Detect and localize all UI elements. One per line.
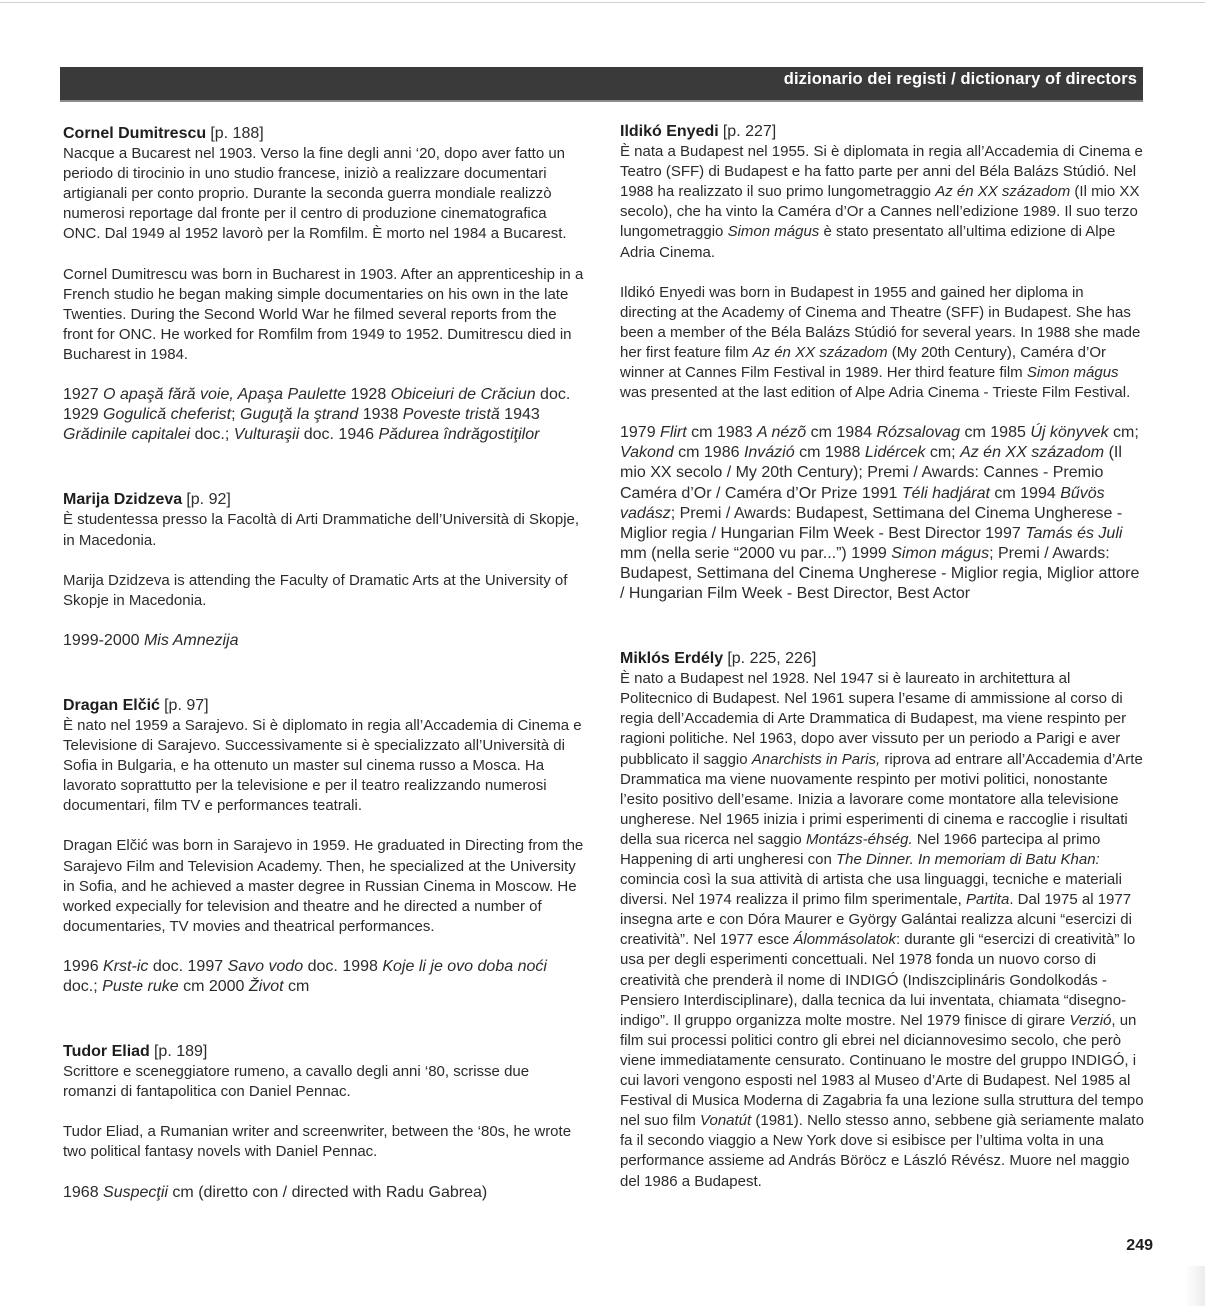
bio-english: Dragan Elčić was born in Sarajevo in 1959. He graduated in Directing from the Sarajevo Film and Television Academy. Then, he specialized at the University in Sofia, and he achieved a master degree in Russian Cinema in Moscow. He worked expecially for television and theatre and he directed a number of documentaries, TV movies and theatrical performances.: [63, 837, 584, 935]
page-reference: [p. 188]: [210, 125, 264, 142]
director-name: Marija Dzidzeva: [63, 491, 183, 509]
page-reference: [p. 227]: [722, 123, 777, 140]
page-corner-shadow: [1185, 1266, 1205, 1306]
page-top-rule: [0, 2, 1205, 3]
bio-english: Marija Dzidzeva is attending the Faculty of Dramatic Arts at the University of Skopje in Macedonia.: [63, 571, 568, 609]
director-name: Miklós Erdély: [620, 650, 724, 668]
bio-english: Cornel Dumitrescu was born in Bucharest in 1903. After an apprenticeship in a French studio he began making simple documentaries on his own in the late Twenties. During the Second World War he filmed several reports from the front for ONC. He worked for Romfilm from 1949 to 1952. Dumitrescu died in Bucharest in 1984.: [63, 265, 584, 363]
section-header-title: dizionario dei registi / dictionary of directors: [783, 70, 1137, 88]
entry-dzidzeva: [63, 490, 585, 651]
director-name: Ildikó Enyedi: [620, 123, 719, 140]
right-column: [620, 122, 1144, 1192]
filmography: 1968 Suspecţii cm (diretto con / directed with Radu Gabrea): [63, 1183, 488, 1201]
entry-erdely: [620, 649, 1144, 1192]
entry-eliad: [63, 1042, 585, 1203]
page-reference: [p. 225, 226]: [727, 650, 817, 668]
page-number: 249: [1126, 1237, 1153, 1254]
bio-italian: Scrittore e sceneggiatore rumeno, a cavallo degli anni ‘80, scrisse due romanzi di fantapolitica con Daniel Pennac.: [63, 1063, 530, 1101]
filmography: 1996 Krst-ic doc. 1997 Savo vodo doc. 1998 Koje li je ovo doba noći doc.; Puste ruke cm 2000 Život cm: [63, 957, 547, 995]
bio-italian: È nato nel 1959 a Sarajevo. Si è diplomato in regia all’Accademia di Cinema e Televisione di Sarajevo. Successivamente si è specializzato all’Università di Sofia in Bulgaria, e ha ottenuto un master sul cinema russo a Mosca. Ha lavorato soprattutto per la televisione e per il teatro realizzando numerosi documentari, film TV e performances teatrali.: [63, 716, 582, 815]
director-name: Tudor Eliad: [63, 1043, 150, 1061]
page-reference: [p. 189]: [153, 1043, 208, 1061]
filmography: 1927 O apaşă fără voie, Apaşa Paulette 1928 Obiceiuri de Crăciun doc. 1929 Gogulică cheferist; Guguţă la ştrand 1938 Poveste tristă 1943 Grădinile capitalei doc.; Vulturaşii doc. 1946 Pădurea îndrăgostiţilor: [63, 386, 571, 444]
filmography: 1979 Flirt cm 1983 A nézõ cm 1984 Rózsalovag cm 1985 Új könyvek cm; Vakond cm 1986 Invázió cm 1988 Lidércek cm; Az én XX századom (Il mio XX secolo / My 20th Century); Premi / Awards: Cannes - Premio Caméra d’Or / Caméra d’Or Prize 1991 Téli hadjárat cm 1994 Bűvös vadász; Premi / Awards: Budapest, Settimana del Cinema Ungherese - Miglior regia / Hungarian Film Week - Best Director 1997 Tamás és Juli mm (nella serie “2000 vu par...”) 1999 Simon mágus; Premi / Awards: Budapest, Settimana del Cinema Ungherese - Miglior regia, Miglior attore / Hungarian Film Week - Best Director, Best Actor: [620, 424, 1140, 602]
bio-english: Tudor Eliad, a Rumanian writer and screenwriter, between the ‘80s, he wrote two political fantasy novels with Daniel Pennac.: [63, 1123, 572, 1161]
filmography: 1999-2000 Mis Amnezija: [63, 631, 239, 649]
page-reference: [p. 97]: [164, 696, 209, 714]
entry-dumitrescu: [63, 124, 585, 445]
bio-italian: Nacque a Bucarest nel 1903. Verso la fine degli anni ‘20, dopo aver fatto un periodo di tirocinio in uno studio francese, iniziò a realizzare documentari artigianali per conto proprio. Durante la seconda guerra mondiale realizzò numerosi reportage dal fronte per il centro di produzione cinematografica ONC. Dal 1949 al 1952 lavorò per la Romfilm. È morto nel 1984 a Bucarest.: [63, 145, 567, 243]
entry-enyedi: [620, 122, 1144, 604]
left-column: [63, 124, 585, 1203]
entry-elcic: [63, 696, 585, 997]
director-name: Dragan Elčić: [63, 696, 160, 714]
director-name: Cornel Dumitrescu: [63, 125, 207, 142]
bio-english: Ildikó Enyedi was born in Budapest in 1955 and gained her diploma in directing at the Academy of Cinema and Theatre (SFF) in Budapest. She has been a member of the Béla Balázs Stúdió for several years. In 1988 she made her first feature film Az én XX századom (My 20th Century), Caméra d’Or winner at Cannes Film Festival in 1989. Her third feature film Simon mágus was presented at the last edition of Alpe Adria Cinema - Trieste Film Festival.: [620, 283, 1141, 402]
bio-italian: È studentessa presso la Facoltà di Arti Drammatiche dell’Università di Skopje, in Macedonia.: [63, 511, 580, 549]
page-reference: [p. 92]: [186, 491, 231, 509]
bio-italian: È nata a Budapest nel 1955. Si è diplomata in regia all’Accademia di Cinema e Teatro (SFF) di Budapest e ha fatto parte per anni del Béla Balázs Stúdió. Nel 1988 ha realizzato il suo primo lungometraggio Az én XX századom (Il mio XX secolo), che ha vinto la Caméra d’Or a Cannes nell’edizione 1989. Il suo terzo lungometraggio Simon mágus è stato presentato all’ultima edizione di Alpe Adria Cinema.: [620, 143, 1143, 261]
section-header-bar: [60, 67, 1143, 100]
bio-italian: È nato a Budapest nel 1928. Nel 1947 si è laureato in architettura al Politecnico di Budapest. Nel 1961 supera l’esame di ammissione al corso di regia dell’Accademia di Arte Drammatica di Budapest, ma viene respinto per ragioni politiche. Nel 1963, dopo aver vissuto per un periodo a Parigi e aver pubblicato il saggio Anarchists in Paris, riprova ad entrare all’Accademia d’Arte Drammatica ma viene nuovamente respinto per motivi politici, nonostante l’esito positivo dell’esame. Inizia a lavorare come montatore alla televisione ungherese. Nel 1965 inizia i primi esperimenti di cinema e raccoglie i risultati della sua ricerca nel saggio Montázs-éhség. Nel 1966 partecipa al primo Happening di arti ungheresi con The Dinner. In memoriam di Batu Khan: comincia così la sua attività di artista che usa linguaggi, tecniche e materiali diversi. Nel 1974 realizza il primo film sperimentale, Partita. Dal 1975 al 1977 insegna arte e con Dóra Maurer e György Galántai realizza alcuni “esercizi di creatività”. Nel 1977 esce Álommásolatok: durante gli “esercizi di creatività” lo usa per degli esperimenti concettuali. Nel 1978 fonda un nuovo corso di creatività che prenderà il nome di INDIGÓ (Indiszciplináris Gondolkodás - Pensiero Interdisciplinare), dalla tecnica da lui inventata, chiamata “disegno-indigo”. Il gruppo organizza molte mostre. Nel 1979 finisce di girare Verzió, un film sui processi politici contro gli ebrei nel diciannovesimo secolo, che però viene immediatamente censurato. Continuano le mostre del gruppo INDIGÓ, i cui lavori vengono esposti nel 1983 al Museo d’Arte di Budapest. Nel 1985 al Festival di Musica Moderna di Zagabria fa una lezione sulla struttura del tempo nel suo film Vonatút (1981). Nello stesso anno, sebbene già seriamente malato fa il secondo viaggio a New York dove si esibisce per l’ultima volta in una performance assieme ad András Böröcz e László Révész. Muore nel maggio del 1986 a Budapest.: [620, 670, 1144, 1190]
